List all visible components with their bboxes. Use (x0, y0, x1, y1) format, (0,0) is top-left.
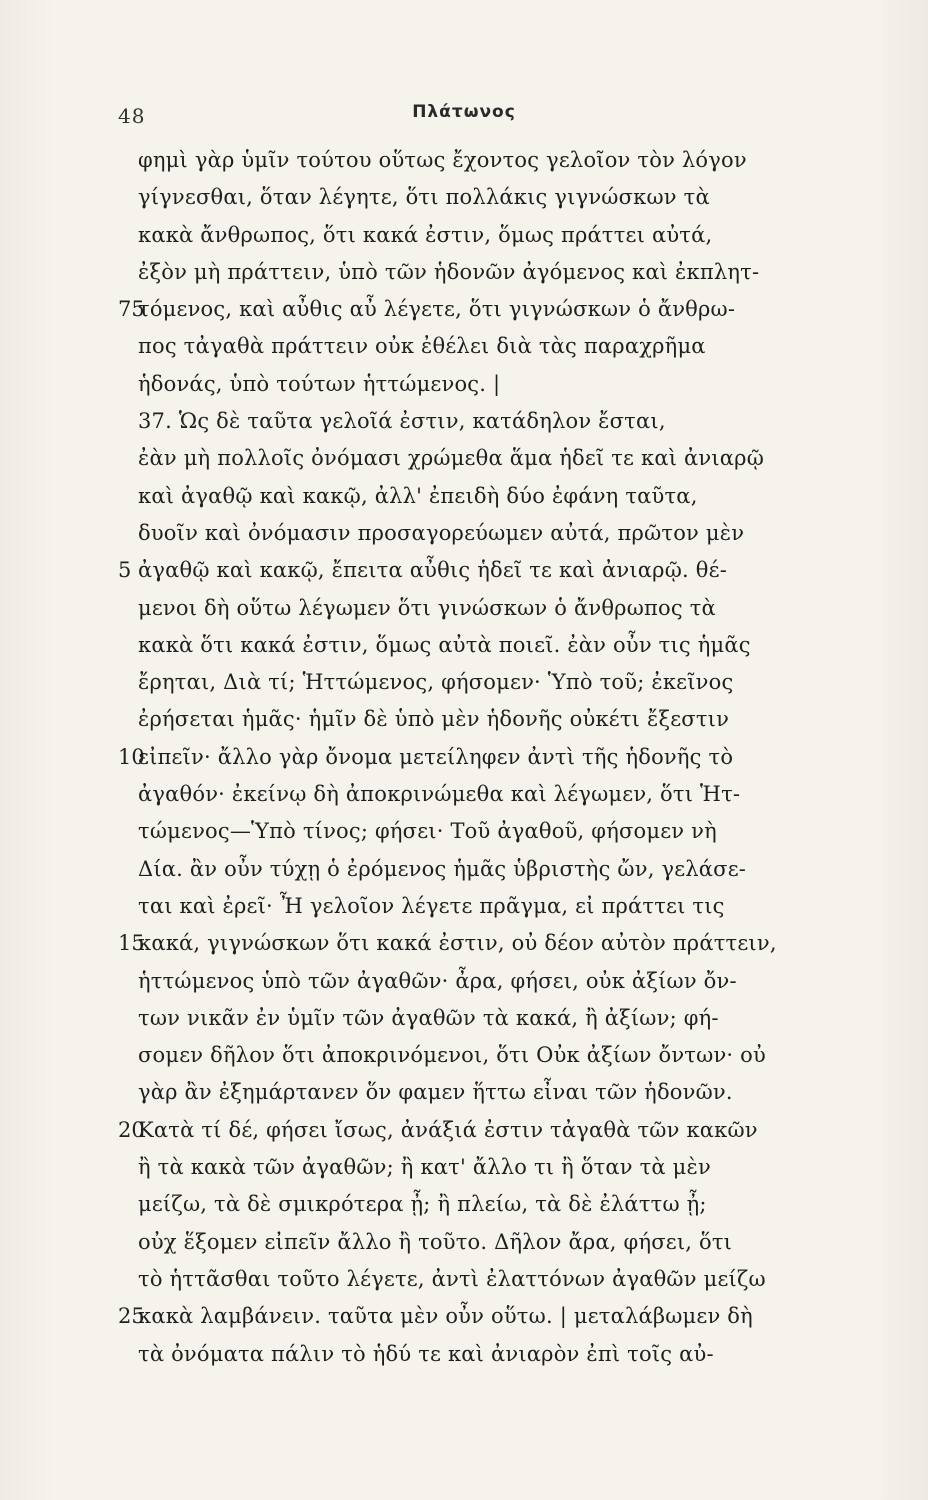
text-line (0, 888, 928, 925)
text-line (0, 515, 928, 552)
line-text: ται καὶ ἐρεῖ· Ἦ γελοῖον λέγετε πρᾶγμα, εἰ πράττει τις (138, 893, 725, 918)
line-text: των νικᾶν ἐν ὑμῖν τῶν ἀγαθῶν τὰ κακά, ἢ ἀξίων; φή- (138, 1005, 719, 1030)
text-line (0, 963, 928, 1000)
text-line (0, 217, 928, 254)
text-line (0, 1112, 928, 1149)
text-line (0, 1149, 928, 1186)
text-line (0, 291, 928, 328)
line-text: τὸ ἡττᾶσθαι τοῦτο λέγετε, ἀντὶ ἐλαττόνων ἀγαθῶν μείζω (138, 1266, 766, 1291)
line-text: οὐχ ἕξομεν εἰπεῖν ἄλλο ἢ τοῦτο. Δῆλον ἄρα, φήσει, ὅτι (138, 1229, 733, 1254)
text-line (0, 851, 928, 888)
text-line (0, 739, 928, 776)
line-text: γίγνεσθαι, ὅταν λέγητε, ὅτι πολλάκις γιγνώσκων τὰ (138, 185, 710, 210)
line-text: μενοι δὴ οὕτω λέγωμεν ὅτι γινώσκων ὁ ἄνθρωπος τὰ (138, 595, 716, 620)
page-number: 48 (118, 104, 146, 128)
text-line (0, 813, 928, 850)
text-line (0, 627, 928, 664)
line-text: μείζω, τὰ δὲ σμικρότερα ᾖ; ἢ πλείω, τὰ δὲ ἐλάττω ᾖ; (138, 1192, 707, 1217)
text-line (0, 1074, 928, 1111)
text-line (0, 1261, 928, 1298)
text-line (0, 1298, 928, 1335)
text-line (0, 478, 928, 515)
line-text: Κατὰ τί δέ, φήσει ἴσως, ἀνάξιά ἐστιν τἀγαθὰ τῶν κακῶν (138, 1117, 758, 1142)
line-number: 5 (118, 558, 132, 583)
text-line (0, 328, 928, 365)
text-line (0, 142, 928, 179)
line-number: 75 (118, 297, 145, 322)
line-text: δυοῖν καὶ ὀνόμασιν προσαγορεύωμεν αὐτά, πρῶτον μὲν (138, 520, 745, 545)
line-text: φημὶ γὰρ ὑμῖν τούτου οὕτως ἔχοντος γελοῖον τὸν λόγον (138, 148, 747, 172)
line-number: 25 (118, 1304, 145, 1329)
line-text: ἔρηται, Διὰ τί; Ἡττώμενος, φήσομεν· Ὑπὸ τοῦ; ἐκεῖνος (138, 670, 734, 695)
line-number: 10 (118, 744, 145, 769)
line-text: ἢ τὰ κακὰ τῶν ἀγαθῶν; ἢ κατ' ἄλλο τι ἢ ὅταν τὰ μὲν (138, 1155, 711, 1180)
text-line (0, 590, 928, 627)
line-text: εἰπεῖν· ἄλλο γὰρ ὄνομα μετείληφεν ἀντὶ τῆς ἡδονῆς τὸ (138, 744, 734, 769)
text-line (0, 776, 928, 813)
text-line (0, 1186, 928, 1223)
text-line (0, 179, 928, 216)
line-text: ἡδονάς, ὑπὸ τούτων ἡττώμενος. | (138, 371, 501, 396)
line-text: πος τἀγαθὰ πράττειν οὐκ ἐθέλει διὰ τὰς παραχρῆμα (138, 334, 706, 359)
line-text: κακὰ ὅτι κακά ἐστιν, ὅμως αὐτὰ ποιεῖ. ἐὰν οὖν τις ἡμᾶς (138, 632, 751, 657)
line-text: κακὰ λαμβάνειν. ταῦτα μὲν οὖν οὕτω. | μεταλάβωμεν δὴ (138, 1304, 753, 1329)
line-text: ἐξὸν μὴ πράττειν, ὑπὸ τῶν ἡδονῶν ἀγόμενος καὶ ἐκπλητ- (138, 259, 760, 284)
text-line (0, 1336, 928, 1373)
text-line (0, 1037, 928, 1074)
text-line (0, 403, 928, 440)
line-text: τόμενος, καὶ αὖθις αὖ λέγετε, ὅτι γιγνώσκων ὁ ἄνθρω- (138, 297, 736, 322)
line-text: ἀγαθῷ καὶ κακῷ, ἔπειτα αὖθις ἡδεῖ τε καὶ ἀνιαρῷ. θέ- (138, 558, 727, 583)
line-text: σομεν δῆλον ὅτι ἀποκρινόμενοι, ὅτι Οὐκ ἀξίων ὄντων· οὐ (138, 1043, 766, 1068)
text-line (0, 925, 928, 962)
line-number: 20 (118, 1117, 145, 1142)
line-text: 37. Ὡς δὲ ταῦτα γελοῖά ἐστιν, κατάδηλον ἔσται, (138, 409, 666, 434)
text-line (0, 254, 928, 291)
text-block (0, 142, 928, 1373)
text-line (0, 664, 928, 701)
running-head: Πλάτωνος (412, 102, 516, 122)
line-text: κακὰ ἄνθρωπος, ὅτι κακά ἐστιν, ὅμως πράττει αὐτά, (138, 222, 713, 247)
line-text: τὰ ὀνόματα πάλιν τὸ ἡδύ τε καὶ ἀνιαρὸν ἐπὶ τοῖς αὐ- (138, 1341, 714, 1366)
line-number: 15 (118, 931, 145, 956)
line-text: τώμενος—Ὑπὸ τίνος; φήσει· Τοῦ ἀγαθοῦ, φήσομεν νὴ (138, 819, 717, 844)
line-text: καὶ ἀγαθῷ καὶ κακῷ, ἀλλ' ἐπειδὴ δύο ἐφάνη ταῦτα, (138, 483, 698, 508)
text-line (0, 366, 928, 403)
text-line (0, 1000, 928, 1037)
line-text: ἀγαθόν· ἐκείνῳ δὴ ἀποκρινώμεθα καὶ λέγωμεν, ὅτι Ἡτ- (138, 782, 741, 807)
line-text: ἐὰν μὴ πολλοῖς ὀνόμασι χρώμεθα ἅμα ἡδεῖ τε καὶ ἀνιαρῷ (138, 446, 765, 471)
line-text: Δία. ἂν οὖν τύχῃ ὁ ἐρόμενος ἡμᾶς ὑβριστὴς ὤν, γελάσε- (138, 856, 747, 881)
line-text: γὰρ ἂν ἐξημάρτανεν ὅν φαμεν ἥττω εἶναι τῶν ἡδονῶν. (138, 1080, 733, 1105)
line-text: ἡττώμενος ὑπὸ τῶν ἀγαθῶν· ἆρα, φήσει, οὐκ ἀξίων ὄν- (138, 968, 737, 993)
text-line (0, 440, 928, 477)
text-line (0, 701, 928, 738)
text-line (0, 552, 928, 589)
text-line (0, 1224, 928, 1261)
line-text: κακά, γιγνώσκων ὅτι κακά ἐστιν, οὐ δέον αὐτὸν πράττειν, (138, 931, 777, 956)
line-text: ἐρήσεται ἡμᾶς· ἡμῖν δὲ ὑπὸ μὲν ἡδονῆς οὐκέτι ἔξεστιν (138, 707, 730, 732)
